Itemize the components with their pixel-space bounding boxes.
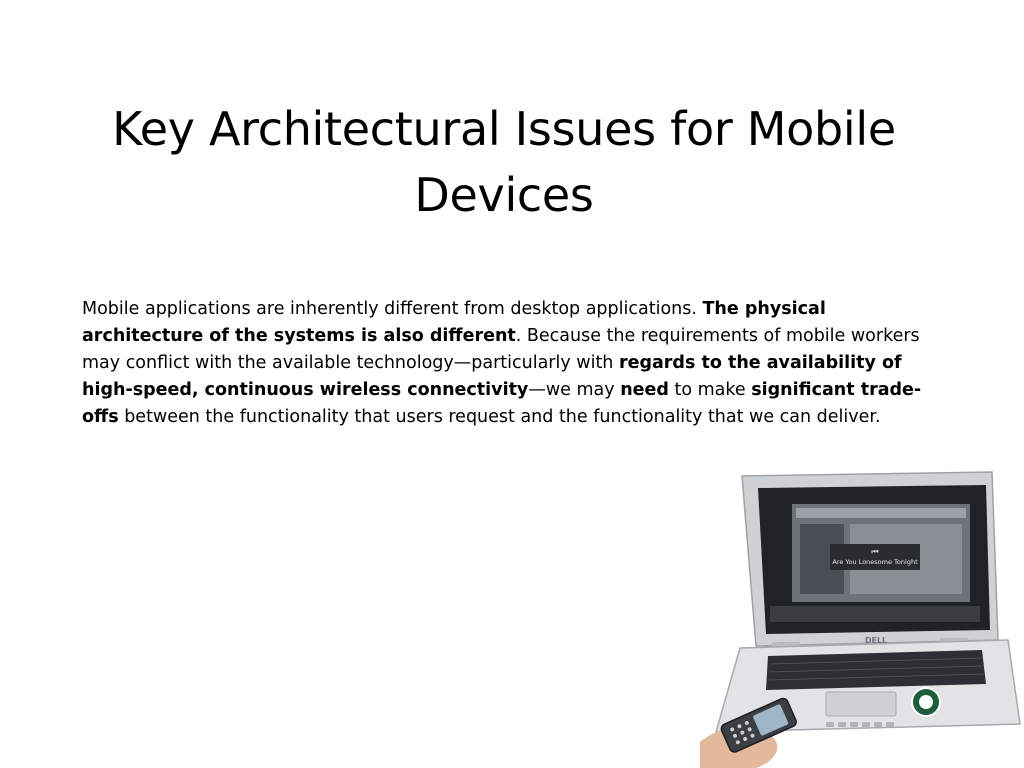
laptop-keyboard — [766, 650, 986, 690]
body-text-segment: Mobile applications are inherently different from desktop applications. — [82, 299, 703, 319]
round-sticker-center — [919, 695, 933, 709]
body-bold-segment: The physical architecture of the systems is also different — [82, 299, 826, 346]
body-text-segment: to make — [668, 380, 752, 400]
body-text-segment: between the functionality that users request and the functionality that we can deliver. — [118, 407, 881, 427]
screen-caption: Are You Lonesome Tonight — [832, 558, 918, 566]
body-bold-segment: need — [620, 380, 669, 400]
body-text-segment: —we may — [528, 380, 621, 400]
play-previous-icon: ⏮ — [871, 547, 879, 556]
screen-window-titlebar — [796, 508, 966, 518]
body-bold-segment: significant trade-offs — [82, 380, 922, 427]
brand-logo: DELL — [864, 636, 888, 645]
body-text-segment: . Because the requirements of mobile workers may conflict with the available technology—particularly with — [82, 326, 920, 373]
laptop-and-phone-picture — [700, 466, 1024, 768]
body-bold-segment: regards to the availability of high-speed, continuous wireless connectivity — [82, 353, 902, 400]
screen-dock — [770, 606, 980, 622]
slide-body-text — [82, 296, 952, 431]
laptop-touchpad — [826, 692, 896, 716]
slide-title: Key Architectural Issues for Mobile Devices — [112, 102, 896, 222]
